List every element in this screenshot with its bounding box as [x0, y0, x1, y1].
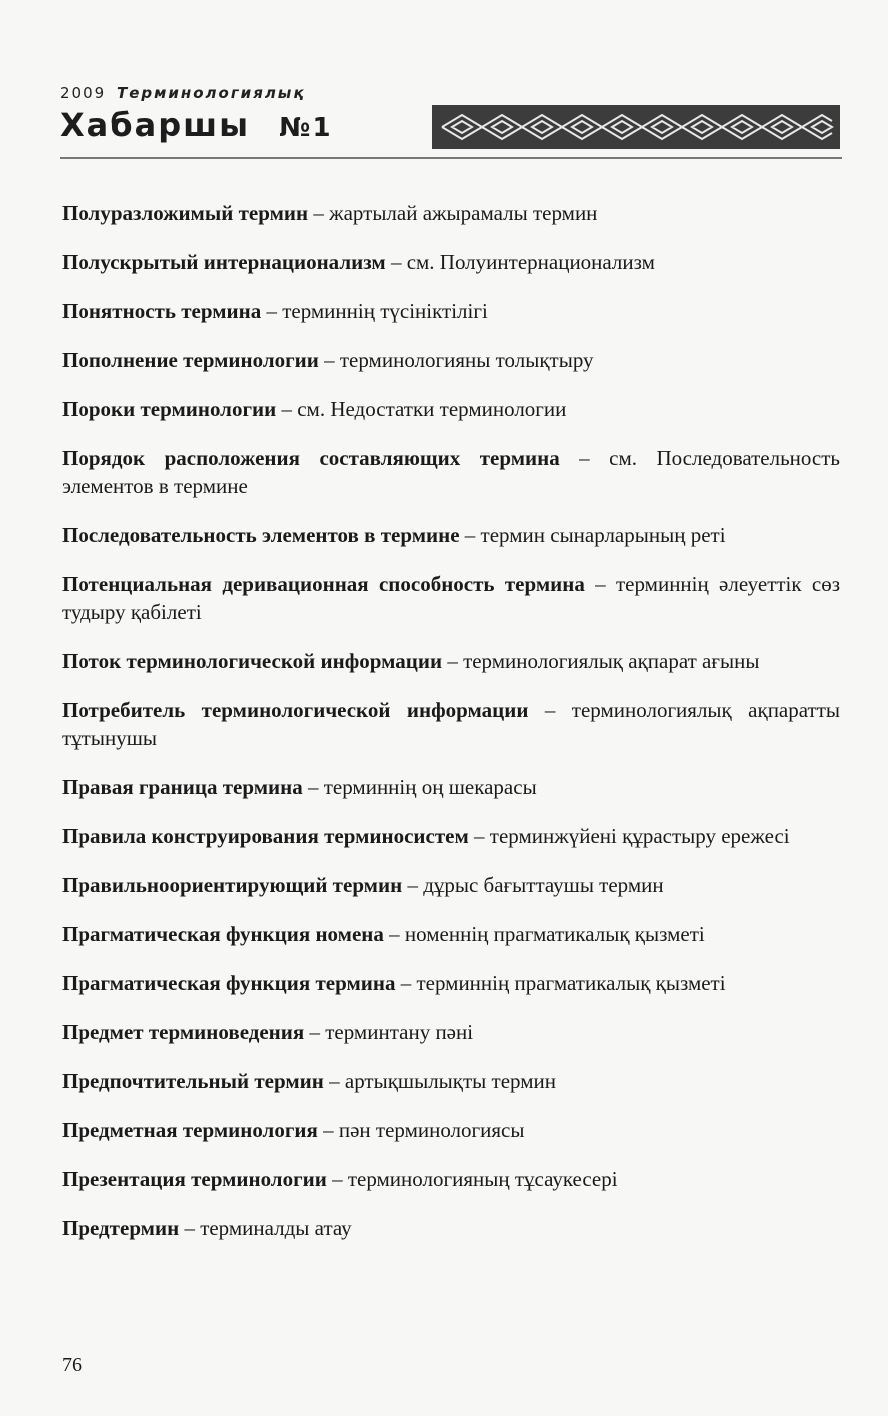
entry-term: Понятность термина — [62, 299, 262, 323]
entry-definition: см. Полуинтернационализм — [406, 250, 655, 274]
entry-separator: – — [459, 523, 481, 547]
glossary-entry — [62, 395, 840, 423]
entry-definition: см. Последовательность элементов в термине — [62, 446, 841, 498]
glossary-entry — [62, 1214, 840, 1242]
entry-separator: – — [179, 1216, 201, 1240]
entry-term: Последовательность элементов в термине — [62, 523, 460, 547]
header-title: Хабаршы — [60, 106, 251, 144]
entry-separator: – — [317, 1118, 339, 1142]
entry-definition: терминалды атау — [200, 1216, 352, 1240]
glossary-entry — [62, 570, 840, 626]
entry-definition: артықшылықты термин — [344, 1069, 556, 1093]
entry-definition: термин сынарларының реті — [480, 523, 726, 547]
entry-term: Предметная терминология — [62, 1118, 318, 1142]
header-year: 2009 — [60, 84, 107, 102]
entry-definition: терминологиялық ақпарат ағыны — [463, 649, 760, 673]
journal-header — [60, 84, 842, 164]
entry-term: Пороки терминологии — [62, 397, 277, 421]
glossary-entry — [62, 1018, 840, 1046]
ornament-pattern-icon — [432, 105, 840, 149]
entry-term: Прагматическая функция номена — [62, 922, 384, 946]
header-year-line — [60, 84, 306, 102]
entry-term: Пополнение терминологии — [62, 348, 319, 372]
entry-definition: терминнің прагматикалық қызметі — [416, 971, 726, 995]
entry-separator: – — [584, 572, 616, 596]
glossary-entry — [62, 248, 840, 276]
entry-term: Потребитель терминологической информации — [62, 698, 529, 722]
glossary-entry — [62, 199, 840, 227]
entry-separator: – — [308, 201, 330, 225]
glossary-entry — [62, 346, 840, 374]
entry-separator: – — [559, 446, 610, 470]
entry-definition: жартылай ажырамалы термин — [329, 201, 598, 225]
glossary-entry — [62, 297, 840, 325]
entry-term: Предтермин — [62, 1216, 180, 1240]
glossary-entry — [62, 920, 840, 948]
entry-term: Полускрытый интернационализм — [62, 250, 386, 274]
entry-separator: – — [468, 824, 490, 848]
entry-term: Потенциальная деривационная способность термина — [62, 572, 585, 596]
entry-term: Прагматическая функция термина — [62, 971, 396, 995]
glossary-entry — [62, 1067, 840, 1095]
entry-definition: пән терминологиясы — [338, 1118, 525, 1142]
glossary-entry — [62, 773, 840, 801]
entry-term: Правила конструирования терминосистем — [62, 824, 469, 848]
entry-separator: – — [383, 922, 405, 946]
entry-separator: – — [302, 775, 324, 799]
entry-term: Порядок расположения составляющих термина — [62, 446, 560, 470]
glossary-entry — [62, 647, 840, 675]
entry-separator: – — [442, 649, 464, 673]
entry-separator: – — [323, 1069, 345, 1093]
entry-definition: терминнің әлеуеттік сөз тудыру қабілеті — [62, 572, 841, 624]
entry-separator: – — [276, 397, 298, 421]
entry-term: Правильноориентирующий термин — [62, 873, 403, 897]
entry-definition: терминологиялық ақпаратты тұтынушы — [62, 698, 840, 750]
entry-term: Правая граница термина — [62, 775, 303, 799]
entry-term: Предпочтительный термин — [62, 1069, 324, 1093]
glossary-entry — [62, 1165, 840, 1193]
entry-term: Поток терминологической информации — [62, 649, 443, 673]
entry-definition: терминтану пәні — [325, 1020, 474, 1044]
entry-separator: – — [395, 971, 417, 995]
glossary-entry — [62, 822, 840, 850]
glossary-entry — [62, 444, 840, 500]
header-issue: №1 — [279, 113, 333, 143]
entry-definition: терминнің түсініктілігі — [282, 299, 488, 323]
entry-separator: – — [326, 1167, 348, 1191]
entry-separator: – — [402, 873, 424, 897]
entry-term: Полуразложимый термин — [62, 201, 309, 225]
glossary-entry — [62, 969, 840, 997]
entry-separator: – — [261, 299, 283, 323]
entry-definition: терминологияны толықтыру — [339, 348, 594, 372]
entry-definition: терминжүйені құрастыру ережесі — [489, 824, 790, 848]
entry-definition: номеннің прагматикалық қызметі — [404, 922, 705, 946]
glossary-entry — [62, 1116, 840, 1144]
entry-definition: терминнің оң шекарасы — [323, 775, 537, 799]
header-divider — [60, 157, 842, 159]
glossary-entries — [62, 178, 840, 1263]
entry-separator: – — [304, 1020, 326, 1044]
entry-separator: – — [528, 698, 572, 722]
entry-term: Предмет терминоведения — [62, 1020, 305, 1044]
header-title-line — [60, 106, 333, 144]
glossary-entry — [62, 521, 840, 549]
header-series: Терминологиялық — [116, 84, 306, 102]
entry-definition: терминологияның тұсаукесері — [347, 1167, 618, 1191]
entry-definition: см. Недостатки терминологии — [297, 397, 567, 421]
entry-separator: – — [385, 250, 407, 274]
page-number: 76 — [62, 1354, 82, 1376]
glossary-entry — [62, 871, 840, 899]
entry-separator: – — [318, 348, 340, 372]
glossary-entry — [62, 696, 840, 752]
ornament-band — [432, 105, 840, 149]
entry-term: Презентация терминологии — [62, 1167, 327, 1191]
entry-definition: дұрыс бағыттаушы термин — [423, 873, 664, 897]
